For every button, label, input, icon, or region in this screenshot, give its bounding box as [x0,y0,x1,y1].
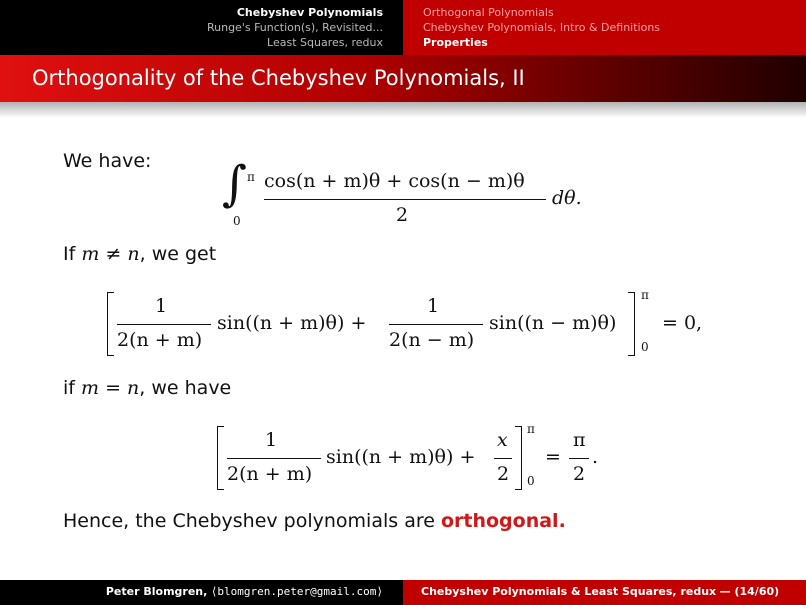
footer-page-number: — (14/60) [719,585,780,598]
eq1-sine-term-1: sin((n + m)θ) + [217,312,367,334]
eq1-result: = 0, [662,312,703,334]
eq1-upper-limit: π [641,288,649,302]
eq2-frac1-denominator: 2(n + m) [227,463,313,485]
eq2-frac1-numerator: 1 [265,429,278,451]
case-equal-suffix: , we have [139,377,232,399]
eq2-frac3-denominator: 2 [573,463,586,485]
eq2-right-bracket [515,426,522,490]
eq2-frac3-bar [569,458,589,459]
eq2-lower-limit: 0 [527,474,535,488]
case-unequal-text [63,243,216,265]
eq2-sine-term: sin((n + m)θ) + [326,446,476,468]
eq2-frac2-denominator: 2 [497,463,510,485]
eq2-frac3-numerator: π [573,429,586,451]
conclusion-highlight: orthogonal. [440,510,566,532]
case-equal-prefix: if [63,377,75,399]
integral-sign: ∫ [222,156,248,212]
integrand-denominator: 2 [396,204,409,226]
eq2-upper-limit: π [527,422,535,436]
eq1-lower-limit: 0 [641,340,649,354]
case-equal-text [63,377,231,399]
footer-right [403,580,806,605]
nav-section-runges-function[interactable]: Runge's Function(s), Revisited... [206,21,383,34]
eq1-frac2-denominator: 2(n − m) [389,329,475,351]
we-have-text: We have: [63,150,152,172]
case-unequal-condition: m ≠ n [81,243,140,265]
integrand-numerator: cos(n + m)θ + cos(n − m)θ [264,170,525,192]
eq1-frac1-bar [117,324,211,325]
case-unequal-prefix: If [63,243,76,265]
integral-upper-limit: π [247,170,255,184]
eq2-frac1-bar [227,458,321,459]
nav-subsection-properties[interactable]: Properties [423,36,488,49]
eq2-equals: = [545,446,561,468]
conclusion-prefix: Hence, the Chebyshev polynomials are [63,510,435,532]
eq1-left-bracket [107,292,114,356]
eq1-sine-term-2: sin((n − m)θ) [489,312,617,334]
eq2-left-bracket [217,426,224,490]
integrand-fraction-bar [264,199,546,200]
integral-lower-limit: 0 [233,214,241,228]
eq1-frac1-denominator: 2(n + m) [117,329,203,351]
case-equal-condition: m = n [81,377,140,399]
eq2-frac2-bar [494,458,512,459]
header-navigation [0,0,806,55]
nav-subsection-chebyshev-intro[interactable]: Chebyshev Polynomials, Intro & Definitions [423,21,661,34]
frame-title-bar [0,55,806,102]
nav-section-least-squares[interactable]: Least Squares, redux [267,36,383,49]
subsection-nav [403,0,806,55]
footer-left [0,580,403,605]
conclusion-text [63,510,566,532]
footer-author: Peter Blomgren, [105,585,208,598]
eq1-frac2-numerator: 1 [427,295,440,317]
eq1-frac1-numerator: 1 [155,295,168,317]
eq1-frac2-bar [389,324,483,325]
footer-email: ⟨blomgren.peter@gmail.com⟩ [210,585,383,598]
eq1-right-bracket [628,292,635,356]
case-unequal-suffix: , we get [139,243,217,265]
eq2-frac2-numerator: x [497,429,508,451]
title-shadow [0,102,806,118]
section-nav [0,0,403,55]
nav-subsection-orthogonal-polynomials[interactable]: Orthogonal Polynomials [423,6,554,19]
frame-title: Orthogonality of the Chebyshev Polynomials, II [32,66,525,90]
eq2-period: . [592,446,599,468]
nav-section-chebyshev-polynomials[interactable]: Chebyshev Polynomials [236,6,383,19]
footer [0,580,806,605]
integral-differential: dθ. [552,187,582,209]
footer-talk-title: Chebyshev Polynomials & Least Squares, redux [421,585,717,598]
